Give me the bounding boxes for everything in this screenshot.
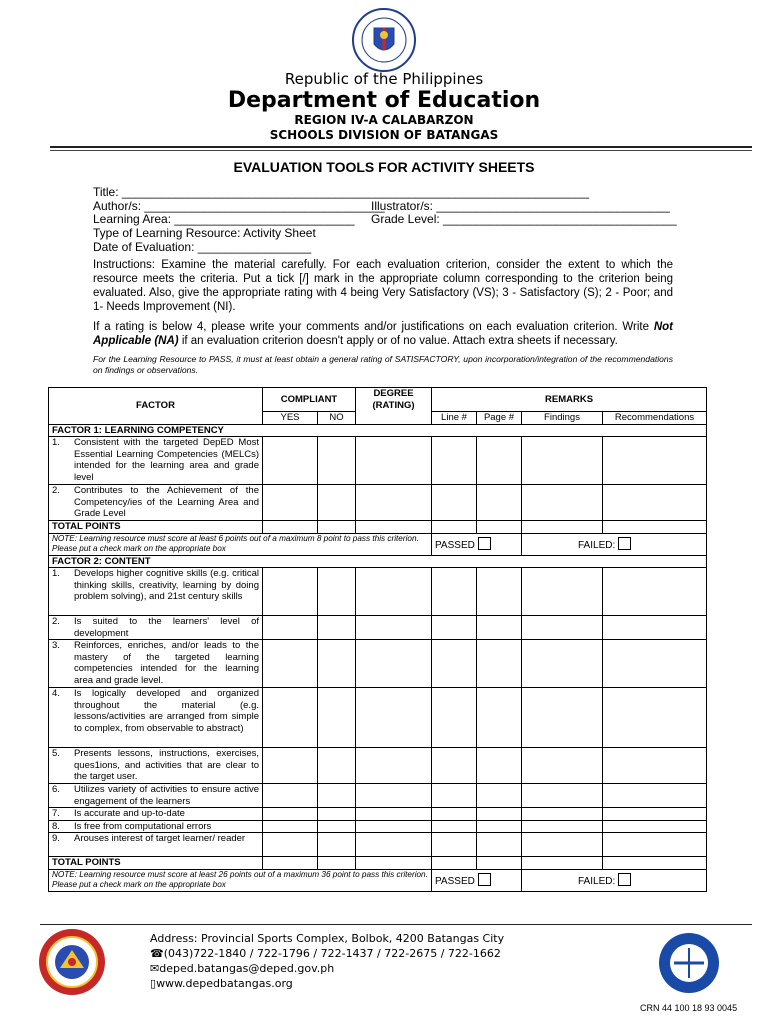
authors-field[interactable]: Author/s: ____________________________________	[93, 199, 385, 213]
criterion-text: Contributes to the Achievement of the Competency/ies of the Learning Area and Grade Level	[74, 485, 259, 519]
findings-cell[interactable]	[522, 437, 603, 485]
rating-cell[interactable]	[356, 808, 432, 821]
deped-seal-logo	[352, 8, 416, 72]
title-field[interactable]: Title: ______________________________________________________________________	[93, 185, 590, 199]
division-seal-logo	[38, 928, 106, 996]
footer-phone	[150, 946, 501, 961]
item-number: 6.	[52, 784, 60, 795]
page-header: Page #	[477, 412, 522, 425]
rating-cell[interactable]	[356, 748, 432, 784]
criterion-text: Is accurate and up-to-date	[74, 808, 185, 819]
table-row	[49, 820, 707, 833]
table-row	[49, 688, 707, 748]
page-cell[interactable]	[477, 640, 522, 688]
rating-cell[interactable]	[356, 616, 432, 640]
total-page-cell[interactable]	[477, 857, 522, 870]
table-row	[49, 640, 707, 688]
factor2-passed	[432, 869, 522, 891]
line-cell[interactable]	[432, 616, 477, 640]
page-cell[interactable]	[477, 568, 522, 616]
criterion-text: Is logically developed and organized throughout the material (e.g. lessons/activities are arranged from simple to complex, from observable to abstract)	[74, 688, 259, 734]
factor2-note: NOTE: Learning resource must score at least 26 points out of a maximum 36 point to pass this criterion. Please put a check mark on the appropriate box	[49, 869, 432, 891]
rating-note-before: If a rating is below 4, please write your comments and/or justifications on each evaluation criterion. Write	[93, 321, 654, 333]
item-number: 1.	[52, 437, 60, 448]
findings-cell[interactable]	[522, 688, 603, 748]
criterion-text: Consistent with the targeted DepED Most Essential Learning Competencies (MELCs) intended for the learning area and grade level	[74, 437, 259, 483]
rating-note-paragraph	[93, 320, 673, 348]
recommendations-cell[interactable]	[603, 485, 707, 521]
recommendations-header: Recommendations	[603, 412, 707, 425]
criterion-text: Utilizes variety of activities to ensure active engagement of the learners	[74, 784, 259, 807]
envelope-icon: ✉	[150, 962, 160, 975]
passed-label: PASSED	[435, 875, 475, 887]
learning-area-field[interactable]: Learning Area: ___________________________	[93, 212, 355, 226]
compliant-header: COMPLIANT	[263, 388, 356, 412]
rating-cell[interactable]	[356, 820, 432, 833]
failed-label: FAILED:	[578, 539, 616, 551]
recommendations-cell[interactable]	[603, 808, 707, 821]
total-rating-cell[interactable]	[356, 857, 432, 870]
department-heading: Department of Education	[227, 88, 541, 113]
degree-header: DEGREE (RATING)	[356, 388, 432, 425]
line-cell[interactable]	[432, 485, 477, 521]
findings-header: Findings	[522, 412, 603, 425]
no-cell[interactable]	[318, 640, 356, 688]
page-cell[interactable]	[477, 833, 522, 857]
no-cell[interactable]	[318, 784, 356, 808]
grade-level-field[interactable]: Grade Level: ___________________________________	[371, 212, 677, 226]
recommendations-cell[interactable]	[603, 437, 707, 485]
table-row	[49, 616, 707, 640]
header-divider-thin	[50, 150, 752, 151]
criterion-text: Presents lessons, instructions, exercises, ques1ions, and activities that are clear to the target user.	[74, 748, 259, 782]
rating-cell[interactable]	[356, 688, 432, 748]
item-number: 3.	[52, 640, 60, 651]
table-row	[49, 784, 707, 808]
footer-address: Address: Provincial Sports Complex, Bolbok, 4200 Batangas City	[150, 932, 505, 945]
phone-icon: ☎	[150, 947, 164, 960]
line-cell[interactable]	[432, 640, 477, 688]
footer-email	[150, 961, 334, 976]
email-text[interactable]: deped.batangas@deped.gov.ph	[159, 962, 335, 975]
total-rating-cell[interactable]	[356, 521, 432, 534]
criterion-text: Develops higher cognitive skills (e.g. critical thinking skills, creativity, learning by doing problem solving), and 21st century skills	[74, 568, 259, 602]
total-yes-cell[interactable]	[263, 521, 318, 534]
item-number: 1.	[52, 568, 60, 579]
region-heading: REGION IV-A CALABARZON	[294, 113, 474, 127]
item-number: 2.	[52, 485, 60, 496]
no-cell[interactable]	[318, 833, 356, 857]
yes-cell[interactable]	[263, 808, 318, 821]
criterion-text: Reinforces, enriches, and/or leads to the mastery of the targeted learning competencies intended for the learning area and grade level.	[74, 640, 259, 686]
yes-cell[interactable]	[263, 748, 318, 784]
page-cell[interactable]	[477, 688, 522, 748]
table-row	[49, 808, 707, 821]
findings-cell[interactable]	[522, 616, 603, 640]
recommendations-cell[interactable]	[603, 748, 707, 784]
findings-cell[interactable]	[522, 833, 603, 857]
crn-number: CRN 44 100 18 93 0045	[640, 1003, 738, 1013]
total-line-cell[interactable]	[432, 857, 477, 870]
item-number: 9.	[52, 833, 60, 844]
website-text[interactable]: www.depedbatangas.org	[156, 977, 293, 990]
factor2-title: FACTOR 2: CONTENT	[49, 555, 707, 568]
page-cell[interactable]	[477, 808, 522, 821]
factor2-failed	[522, 869, 707, 891]
recommendations-cell[interactable]	[603, 616, 707, 640]
instructions-paragraph: Instructions: Examine the material carefully. For each evaluation criterion, consider the extent to which the resource meets the criteria. Put a tick [/] mark in the appropriate column corresponding to the criterion being evaluated. Also, give the appropriate rating with 4 being Very Satisfactory (VS); 3 - Satisfactory (S); 2 - Poor; and 1- Needs Improvement (NI).	[93, 259, 673, 313]
page-cell[interactable]	[477, 616, 522, 640]
line-cell[interactable]	[432, 820, 477, 833]
line-cell[interactable]	[432, 808, 477, 821]
pass-requirement-note: For the Learning Resource to PASS, it must at least obtain a general rating of SATISFACTORY, upon incorporation/integration of the recommendations on findings or observations.	[93, 354, 673, 375]
page-cell[interactable]	[477, 748, 522, 784]
findings-cell[interactable]	[522, 568, 603, 616]
line-cell[interactable]	[432, 568, 477, 616]
line-header: Line #	[432, 412, 477, 425]
findings-cell[interactable]	[522, 748, 603, 784]
item-number: 8.	[52, 820, 60, 832]
failed-checkbox[interactable]	[618, 537, 631, 550]
republic-heading: Republic of the Philippines	[284, 70, 484, 88]
yes-cell[interactable]	[263, 616, 318, 640]
findings-cell[interactable]	[522, 820, 603, 833]
total-recommendations-cell[interactable]	[603, 521, 707, 534]
recommendations-cell[interactable]	[603, 688, 707, 748]
yes-cell[interactable]	[263, 640, 318, 688]
line-cell[interactable]	[432, 784, 477, 808]
total-findings-cell[interactable]	[522, 857, 603, 870]
total-line-cell[interactable]	[432, 521, 477, 534]
no-header: NO	[318, 412, 356, 425]
page-cell[interactable]	[477, 820, 522, 833]
passed-checkbox[interactable]	[478, 537, 491, 550]
findings-cell[interactable]	[522, 784, 603, 808]
yes-cell[interactable]	[263, 820, 318, 833]
item-number: 2.	[52, 616, 60, 627]
factor2-total-label: TOTAL POINTS	[49, 857, 263, 870]
rating-cell[interactable]	[356, 437, 432, 485]
criterion-text: Is free from computational errors	[74, 820, 212, 832]
page-cell[interactable]	[477, 437, 522, 485]
failed-checkbox[interactable]	[618, 873, 631, 886]
page-cell[interactable]	[477, 485, 522, 521]
rating-cell[interactable]	[356, 640, 432, 688]
no-cell[interactable]	[318, 820, 356, 833]
factor1-failed	[522, 533, 707, 555]
tuv-nord-iso-logo	[658, 932, 720, 994]
rating-cell[interactable]	[356, 784, 432, 808]
findings-cell[interactable]	[522, 808, 603, 821]
total-recommendations-cell[interactable]	[603, 857, 707, 870]
yes-cell[interactable]	[263, 485, 318, 521]
table-row	[49, 485, 707, 521]
footer-website	[150, 976, 293, 991]
total-yes-cell[interactable]	[263, 857, 318, 870]
no-cell[interactable]	[318, 616, 356, 640]
resource-type-field: Type of Learning Resource: Activity Sheet	[93, 226, 316, 240]
remarks-header: REMARKS	[432, 388, 707, 412]
rating-note-na: Not Applicable (NA)	[93, 321, 673, 347]
rating-cell[interactable]	[356, 485, 432, 521]
item-number: 7.	[52, 808, 60, 819]
item-number: 4.	[52, 688, 60, 699]
yes-cell[interactable]	[263, 688, 318, 748]
criterion-text: Is suited to the learners' level of development	[74, 616, 259, 639]
division-heading: SCHOOLS DIVISION OF BATANGAS	[269, 128, 499, 142]
total-findings-cell[interactable]	[522, 521, 603, 534]
header-divider	[50, 146, 752, 148]
table-row	[49, 437, 707, 485]
line-cell[interactable]	[432, 748, 477, 784]
no-cell[interactable]	[318, 568, 356, 616]
factor1-passed	[432, 533, 522, 555]
no-cell[interactable]	[318, 485, 356, 521]
rating-cell[interactable]	[356, 833, 432, 857]
yes-header: YES	[263, 412, 318, 425]
line-cell[interactable]	[432, 688, 477, 748]
evaluation-table	[48, 387, 707, 892]
yes-cell[interactable]	[263, 437, 318, 485]
recommendations-cell[interactable]	[603, 568, 707, 616]
factor1-note: NOTE: Learning resource must score at least 6 points out of a maximum 8 point to pass this criterion. Please put a check mark on the appropriate box	[49, 533, 432, 555]
no-cell[interactable]	[318, 808, 356, 821]
globe-icon: ▯	[150, 977, 157, 990]
document-title: EVALUATION TOOLS FOR ACTIVITY SHEETS	[233, 159, 535, 175]
factor1-total-label: TOTAL POINTS	[49, 521, 263, 534]
total-page-cell[interactable]	[477, 521, 522, 534]
recommendations-cell[interactable]	[603, 820, 707, 833]
table-row	[49, 568, 707, 616]
yes-cell[interactable]	[263, 784, 318, 808]
recommendations-cell[interactable]	[603, 833, 707, 857]
passed-label: PASSED	[435, 539, 475, 551]
no-cell[interactable]	[318, 748, 356, 784]
yes-cell[interactable]	[263, 833, 318, 857]
findings-cell[interactable]	[522, 640, 603, 688]
findings-cell[interactable]	[522, 485, 603, 521]
line-cell[interactable]	[432, 437, 477, 485]
recommendations-cell[interactable]	[603, 784, 707, 808]
factor1-title: FACTOR 1: LEARNING COMPETENCY	[49, 424, 707, 437]
no-cell[interactable]	[318, 688, 356, 748]
failed-label: FAILED:	[578, 875, 616, 887]
criterion-text: Arouses interest of target learner/ reader	[74, 833, 246, 844]
date-of-evaluation-field[interactable]: Date of Evaluation: _________________	[93, 240, 312, 254]
total-no-cell[interactable]	[318, 857, 356, 870]
recommendations-cell[interactable]	[603, 640, 707, 688]
rating-note-after: if an evaluation criterion doesn't apply or of no value. Attach extra sheets if necessary.	[178, 335, 618, 347]
total-no-cell[interactable]	[318, 521, 356, 534]
line-cell[interactable]	[432, 833, 477, 857]
item-number: 5.	[52, 748, 60, 759]
table-row	[49, 748, 707, 784]
footer-divider	[40, 924, 752, 925]
table-row	[49, 833, 707, 857]
factor-header: FACTOR	[49, 388, 263, 425]
illustrators-field[interactable]: Illustrator/s: ___________________________________	[371, 199, 670, 213]
no-cell[interactable]	[318, 437, 356, 485]
yes-cell[interactable]	[263, 568, 318, 616]
phone-text: (043)722-1840 / 722-1796 / 722-1437 / 722-2675 / 722-1662	[163, 947, 501, 960]
page-cell[interactable]	[477, 784, 522, 808]
passed-checkbox[interactable]	[478, 873, 491, 886]
rating-cell[interactable]	[356, 568, 432, 616]
